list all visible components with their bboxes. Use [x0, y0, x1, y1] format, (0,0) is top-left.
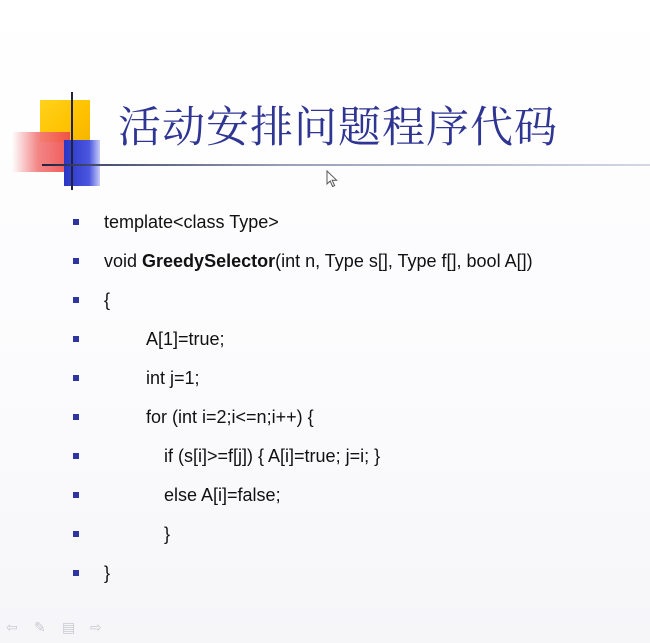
- code-line: [0, 327, 620, 351]
- pen-icon[interactable]: ✎: [34, 620, 46, 636]
- code-line: [0, 210, 620, 234]
- bullet-icon: [73, 375, 79, 381]
- bullet-icon: [73, 570, 79, 576]
- function-signature: [104, 249, 533, 273]
- bullet-icon: [73, 258, 79, 264]
- bullet-icon: [73, 492, 79, 498]
- bullet-icon: [73, 297, 79, 303]
- logo-red-square: [12, 132, 70, 172]
- code-line: [0, 522, 620, 546]
- code-line-text: A[1]=true;: [146, 329, 225, 349]
- code-line-text: if (s[i]>=f[j]) { A[i]=true; j=i; }: [164, 446, 381, 466]
- logo-blue-square: [64, 140, 100, 186]
- code-line: [0, 405, 620, 429]
- mouse-cursor-icon: [326, 170, 338, 188]
- menu-icon[interactable]: ▤: [62, 620, 76, 636]
- arrow-left-icon[interactable]: ⇦: [6, 620, 18, 636]
- code-line: [0, 366, 620, 390]
- title-underline: [42, 164, 650, 166]
- function-params: (int n, Type s[], Type f[], bool A[]): [275, 251, 533, 271]
- code-line-text: }: [164, 524, 171, 544]
- code-line: [0, 249, 620, 273]
- code-line-text: {: [104, 290, 111, 310]
- code-line: [0, 444, 620, 468]
- logo-vertical-line: [71, 92, 73, 190]
- arrow-right-icon[interactable]: ⇨: [90, 620, 102, 636]
- code-line-text: int j=1;: [146, 368, 200, 388]
- code-line-text: for (int i=2;i<=n;i++) {: [146, 407, 314, 427]
- bullet-icon: [73, 453, 79, 459]
- bullet-icon: [73, 531, 79, 537]
- code-line: [0, 483, 620, 507]
- code-line: [0, 288, 620, 312]
- signature-prefix: void: [104, 251, 143, 271]
- code-line-text: }: [104, 563, 111, 583]
- code-line: [0, 561, 620, 585]
- slide-nav-toolbar: [6, 620, 116, 636]
- slide-title: 活动安排问题程序代码: [118, 103, 558, 153]
- code-line-text: else A[i]=false;: [164, 485, 281, 505]
- code-line-text: template<class Type>: [104, 212, 279, 232]
- bullet-icon: [73, 414, 79, 420]
- function-name: GreedySelector: [142, 251, 276, 271]
- bullet-icon: [73, 219, 79, 225]
- bullet-icon: [73, 336, 79, 342]
